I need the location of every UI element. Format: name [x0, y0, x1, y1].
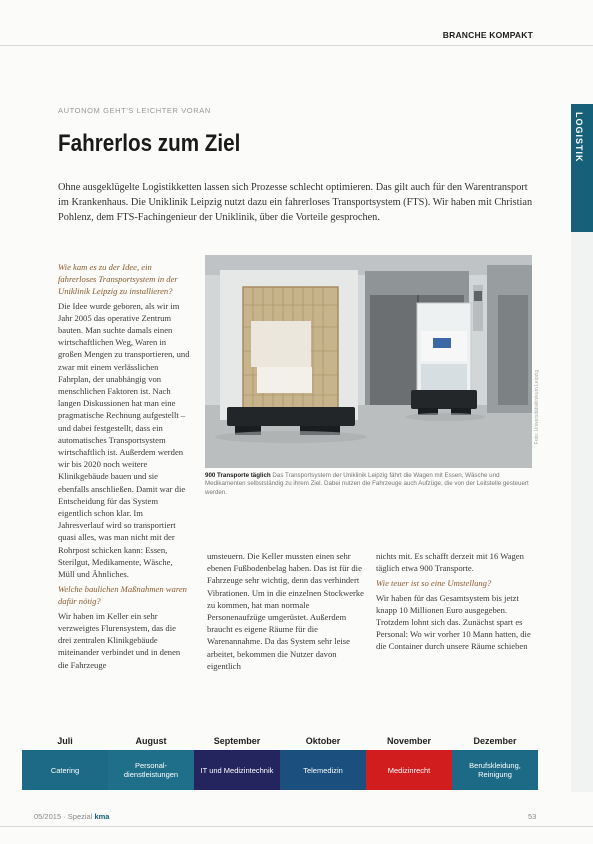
month-name: Juli — [57, 736, 73, 746]
month-august — [108, 736, 194, 790]
answer: Die Idee wurde geboren, als wir im Jahr 2005 das operative Zentrum bauten. Man suchte damals einen wirtschaftlichen Weg, Waren in großen Mengen zu transportieren, und zwar mit einem verlässlichen Fahrplan, der unabhängig von menschlichen Faktoren ist. Nach langen Diskussionen hat man eine pragmatische Rechnung aufgestellt – und dabei festgestellt, dass ein automatisches Transportsystem wirtschaftlich ist. Außerdem werden wir bis 2020 noch weitere Klinikgebäude bauen und sie ebenfalls anschließen. Damit war die Entscheidung für das System eigentlich schon klar. Im Jahresverlauf wird so transportiert quasi alles, was man nicht mit der Rohrpost schicken kann: Essen, Sterilgut, Medikamente, Wäsche, Müll und Ähnliches. — [58, 300, 190, 580]
month-name: Dezember — [473, 736, 517, 746]
question: Wie kam es zu der Idee, ein fahrerloses Transportsystem in der Uniklinik Leipzig zu installieren? — [58, 262, 178, 297]
text-column-2 — [207, 550, 365, 702]
month-july — [22, 736, 108, 790]
section-label: BRANCHE KOMPAKT — [442, 30, 533, 40]
brand-logo: kma — [94, 812, 110, 821]
month-december — [452, 736, 538, 790]
caption-heading: 900 Transporte täglich — [205, 472, 271, 479]
editorial-calendar — [22, 736, 538, 790]
side-tab-label: LOGISTIK — [574, 112, 584, 163]
month-name: September — [213, 736, 261, 746]
month-topic: Medizinrecht — [366, 750, 452, 790]
month-name: Oktober — [305, 736, 341, 746]
question: Welche baulichen Maßnahmen waren dafür nötig? — [58, 584, 187, 607]
transport-vehicles-image — [205, 255, 532, 468]
side-tab — [571, 104, 593, 232]
page-number: 53 — [528, 812, 537, 821]
answer: Wir haben für das Gesamtsystem bis jetzt knapp 10 Millionen Euro ausgegeben. Trotzdem lohnt sich das. Zunächst spart es Personal: Wo wir vorher 10 Mann hatten, die die Container durch unsere Räume schieben — [376, 592, 531, 652]
month-november — [366, 736, 452, 790]
text-column-1 — [58, 258, 190, 700]
month-topic: Telemedizin — [280, 750, 366, 790]
month-topic: Berufskleidung, Reinigung — [452, 750, 538, 790]
month-topic: IT und Medizintechnik — [194, 750, 280, 790]
article-title: Fahrerlos zum Ziel — [58, 130, 241, 157]
text-column-3 — [376, 550, 536, 702]
photo-caption — [205, 472, 532, 497]
month-name: November — [386, 736, 431, 746]
month-october — [280, 736, 366, 790]
photo-credit: Foto: Universitätsklinikum Leipzig — [534, 370, 540, 445]
caption-text: Das Transportsystem der Uniklinik Leipzig fährt die Wagen mit Essen, Wäsche und Medikamenten selbstständig zu ihrem Ziel. Dabei nutzen die Fahrzeuge auch Aufzüge, die von der Leitstelle gesteuert werden. — [205, 472, 529, 496]
bottom-divider — [0, 826, 593, 827]
answer: nichts mit. Es schafft derzeit mit 16 Wagen täglich etwa 900 Transporte. — [376, 551, 524, 574]
month-september — [194, 736, 280, 790]
top-divider — [0, 45, 593, 46]
issue-label: 05/2015 · Spezial — [34, 812, 93, 821]
article-kicker: AUTONOM GEHT'S LEICHTER VORAN — [58, 106, 211, 115]
article-lead: Ohne ausgeklügelte Logistikketten lassen sich Prozesse schlecht optimieren. Das gilt auch für den Warentransport im Krankenhaus. Die Uniklinik Leipzig nutzt dazu ein fahrerloses Transportsystem (FTS). Wir haben mit Christian Pohlenz, dem FTS-Fachingenieur der Uniklinik, über die Vorteile gesprochen. — [58, 182, 533, 223]
question: Wie teuer ist so eine Umstellung? — [376, 578, 492, 589]
month-topic: Catering — [22, 750, 108, 790]
article-photo — [205, 255, 532, 468]
answer: umsteuern. Die Keller mussten einen sehr ebenen Fußbodenbelag haben. Das ist für die Fahrzeuge sehr wichtig, denn das verhindert Vibrationen. Um in die einzelnen Stockwerke zu kommen, hat man normale Personenaufzüge umgerüstet. Außerdem braucht es eigene Räume für die Warenannahme. Da das System sehr leise arbeitet, bekommen die Nutzer davon eigentlich — [207, 551, 364, 671]
month-name: August — [135, 736, 167, 746]
side-strip — [571, 232, 593, 792]
month-topic: Personal-dienstleistungen — [108, 750, 194, 790]
footer-issue — [34, 812, 109, 821]
answer: Wir haben im Keller ein sehr verzweigtes Flurensystem, das die drei zentralen Klinikgebäude miteinander verbindet und in denen die Fahrzeuge — [58, 610, 181, 670]
